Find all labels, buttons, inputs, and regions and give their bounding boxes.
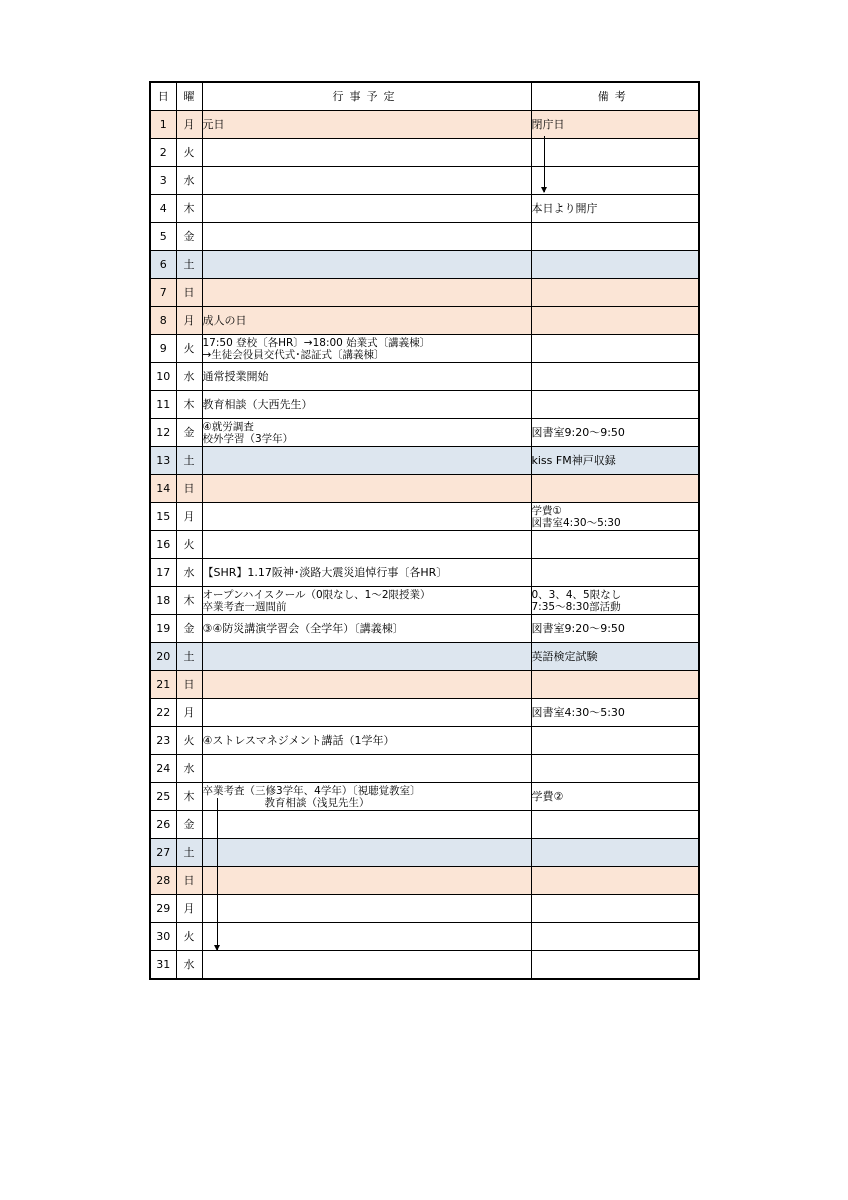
notes-cell: kiss FM神戸収録 [531, 447, 699, 475]
events-cell [202, 503, 531, 531]
day-cell: 4 [150, 195, 176, 223]
day-cell: 2 [150, 139, 176, 167]
notes-cell [531, 223, 699, 251]
weekday-cell: 木 [176, 783, 202, 811]
weekday-cell: 月 [176, 895, 202, 923]
events-cell: 成人の日 [202, 307, 531, 335]
table-row [150, 335, 699, 363]
weekday-cell: 土 [176, 447, 202, 475]
day-cell: 8 [150, 307, 176, 335]
notes-cell [531, 559, 699, 587]
notes-cell: 英語検定試験 [531, 643, 699, 671]
weekday-cell: 水 [176, 559, 202, 587]
weekday-cell: 月 [176, 111, 202, 139]
events-cell [202, 531, 531, 559]
day-cell: 12 [150, 419, 176, 447]
events-cell [202, 895, 531, 923]
weekday-cell: 月 [176, 503, 202, 531]
header-weekday: 曜 [176, 82, 202, 111]
table-row [150, 699, 699, 727]
weekday-cell: 金 [176, 223, 202, 251]
weekday-cell: 水 [176, 755, 202, 783]
events-cell [202, 699, 531, 727]
table-row [150, 251, 699, 279]
notes-cell [531, 279, 699, 307]
events-cell [202, 839, 531, 867]
events-cell: 【SHR】1.17阪神･淡路大震災追悼行事〔各HR〕 [202, 559, 531, 587]
weekday-cell: 木 [176, 587, 202, 615]
weekday-cell: 土 [176, 251, 202, 279]
event-line: 教育相談（浅見先生） [264, 796, 370, 809]
events-cell: 元日 [202, 111, 531, 139]
schedule-sheet [149, 81, 698, 980]
notes-cell [531, 951, 699, 980]
notes-cell [531, 139, 699, 167]
day-cell: 17 [150, 559, 176, 587]
day-cell: 14 [150, 475, 176, 503]
events-cell [202, 139, 531, 167]
notes-cell [531, 251, 699, 279]
events-cell [202, 167, 531, 195]
notes-cell: 学費② [531, 783, 699, 811]
events-cell [202, 951, 531, 980]
table-row [150, 363, 699, 391]
notes-cell [531, 335, 699, 363]
day-cell: 9 [150, 335, 176, 363]
day-cell: 18 [150, 587, 176, 615]
notes-cell: 0、3、4、5限なし 7:35～8:30部活動 [531, 587, 699, 615]
weekday-cell: 火 [176, 531, 202, 559]
table-row [150, 391, 699, 419]
day-cell: 1 [150, 111, 176, 139]
schedule-body [150, 111, 699, 980]
day-cell: 5 [150, 223, 176, 251]
events-cell: オープンハイスクール（0限なし、1～2限授業） 卒業考査一週間前 [202, 587, 531, 615]
notes-cell: 図書室9:20～9:50 [531, 419, 699, 447]
table-row [150, 867, 699, 895]
header-events: 行事予定 [202, 82, 531, 111]
weekday-cell: 金 [176, 615, 202, 643]
notes-cell: 図書室9:20～9:50 [531, 615, 699, 643]
table-row [150, 167, 699, 195]
notes-cell: 閉庁日 [531, 111, 699, 139]
table-row [150, 755, 699, 783]
table-header-row [150, 82, 699, 111]
header-day: 日 [150, 82, 176, 111]
table-row [150, 223, 699, 251]
notes-cell [531, 307, 699, 335]
weekday-cell: 土 [176, 839, 202, 867]
day-cell: 27 [150, 839, 176, 867]
weekday-cell: 金 [176, 811, 202, 839]
table-row [150, 783, 699, 811]
notes-cell [531, 531, 699, 559]
events-cell [202, 671, 531, 699]
table-row [150, 139, 699, 167]
day-cell: 3 [150, 167, 176, 195]
weekday-cell: 日 [176, 867, 202, 895]
notes-cell [531, 727, 699, 755]
events-cell: ④ストレスマネジメント講話（1学年） [202, 727, 531, 755]
events-cell: ③④防災講演学習会（全学年）〔講義棟〕 [202, 615, 531, 643]
notes-cell [531, 839, 699, 867]
day-cell: 16 [150, 531, 176, 559]
events-cell [202, 475, 531, 503]
day-cell: 26 [150, 811, 176, 839]
weekday-cell: 日 [176, 671, 202, 699]
continuation-arrow-notes [544, 136, 545, 192]
events-cell: ④就労調査 校外学習（3学年） [202, 419, 531, 447]
notes-cell [531, 671, 699, 699]
weekday-cell: 火 [176, 335, 202, 363]
day-cell: 13 [150, 447, 176, 475]
table-row [150, 923, 699, 951]
weekday-cell: 水 [176, 951, 202, 980]
table-row [150, 447, 699, 475]
table-row [150, 811, 699, 839]
weekday-cell: 日 [176, 475, 202, 503]
table-row [150, 307, 699, 335]
table-row [150, 559, 699, 587]
table-row [150, 503, 699, 531]
events-cell [202, 447, 531, 475]
table-row [150, 111, 699, 139]
events-cell [202, 783, 531, 811]
day-cell: 23 [150, 727, 176, 755]
day-cell: 24 [150, 755, 176, 783]
events-cell [202, 279, 531, 307]
notes-cell: 図書室4:30～5:30 [531, 699, 699, 727]
notes-cell [531, 755, 699, 783]
notes-cell [531, 811, 699, 839]
day-cell: 11 [150, 391, 176, 419]
events-cell [202, 923, 531, 951]
notes-cell [531, 923, 699, 951]
table-row [150, 951, 699, 980]
weekday-cell: 木 [176, 195, 202, 223]
day-cell: 28 [150, 867, 176, 895]
events-cell [202, 251, 531, 279]
table-row [150, 531, 699, 559]
events-cell [202, 643, 531, 671]
notes-cell: 本日より開庁 [531, 195, 699, 223]
day-cell: 31 [150, 951, 176, 980]
weekday-cell: 火 [176, 139, 202, 167]
day-cell: 25 [150, 783, 176, 811]
day-cell: 29 [150, 895, 176, 923]
weekday-cell: 火 [176, 923, 202, 951]
events-cell: 教育相談（大西先生） [202, 391, 531, 419]
day-cell: 20 [150, 643, 176, 671]
notes-cell [531, 363, 699, 391]
notes-cell: 学費① 図書室4:30～5:30 [531, 503, 699, 531]
events-cell [202, 223, 531, 251]
weekday-cell: 月 [176, 699, 202, 727]
continuation-arrow-events [217, 798, 218, 950]
events-cell: 通常授業開始 [202, 363, 531, 391]
day-cell: 30 [150, 923, 176, 951]
weekday-cell: 火 [176, 727, 202, 755]
notes-cell [531, 895, 699, 923]
table-row [150, 895, 699, 923]
weekday-cell: 水 [176, 167, 202, 195]
events-cell: 17:50 登校〔各HR〕→18:00 始業式〔講義棟〕 →生徒会役員交代式･認証式〔講義棟〕 [202, 335, 531, 363]
event-line: 卒業考査（三修3学年、4学年）〔視聴覚教室〕 [202, 784, 421, 797]
table-row [150, 643, 699, 671]
notes-cell [531, 867, 699, 895]
day-cell: 21 [150, 671, 176, 699]
table-row [150, 419, 699, 447]
events-cell [202, 811, 531, 839]
table-row [150, 671, 699, 699]
events-cell [202, 755, 531, 783]
table-row [150, 839, 699, 867]
table-row [150, 195, 699, 223]
monthly-schedule-table [149, 81, 700, 980]
events-cell [202, 195, 531, 223]
day-cell: 15 [150, 503, 176, 531]
events-cell [202, 867, 531, 895]
notes-cell [531, 391, 699, 419]
weekday-cell: 月 [176, 307, 202, 335]
weekday-cell: 金 [176, 419, 202, 447]
table-row [150, 727, 699, 755]
table-row [150, 475, 699, 503]
notes-cell [531, 475, 699, 503]
notes-cell [531, 167, 699, 195]
day-cell: 10 [150, 363, 176, 391]
day-cell: 22 [150, 699, 176, 727]
table-row [150, 615, 699, 643]
table-row [150, 587, 699, 615]
weekday-cell: 木 [176, 391, 202, 419]
header-notes: 備考 [531, 82, 699, 111]
day-cell: 7 [150, 279, 176, 307]
table-row [150, 279, 699, 307]
weekday-cell: 土 [176, 643, 202, 671]
day-cell: 19 [150, 615, 176, 643]
day-cell: 6 [150, 251, 176, 279]
weekday-cell: 日 [176, 279, 202, 307]
weekday-cell: 水 [176, 363, 202, 391]
